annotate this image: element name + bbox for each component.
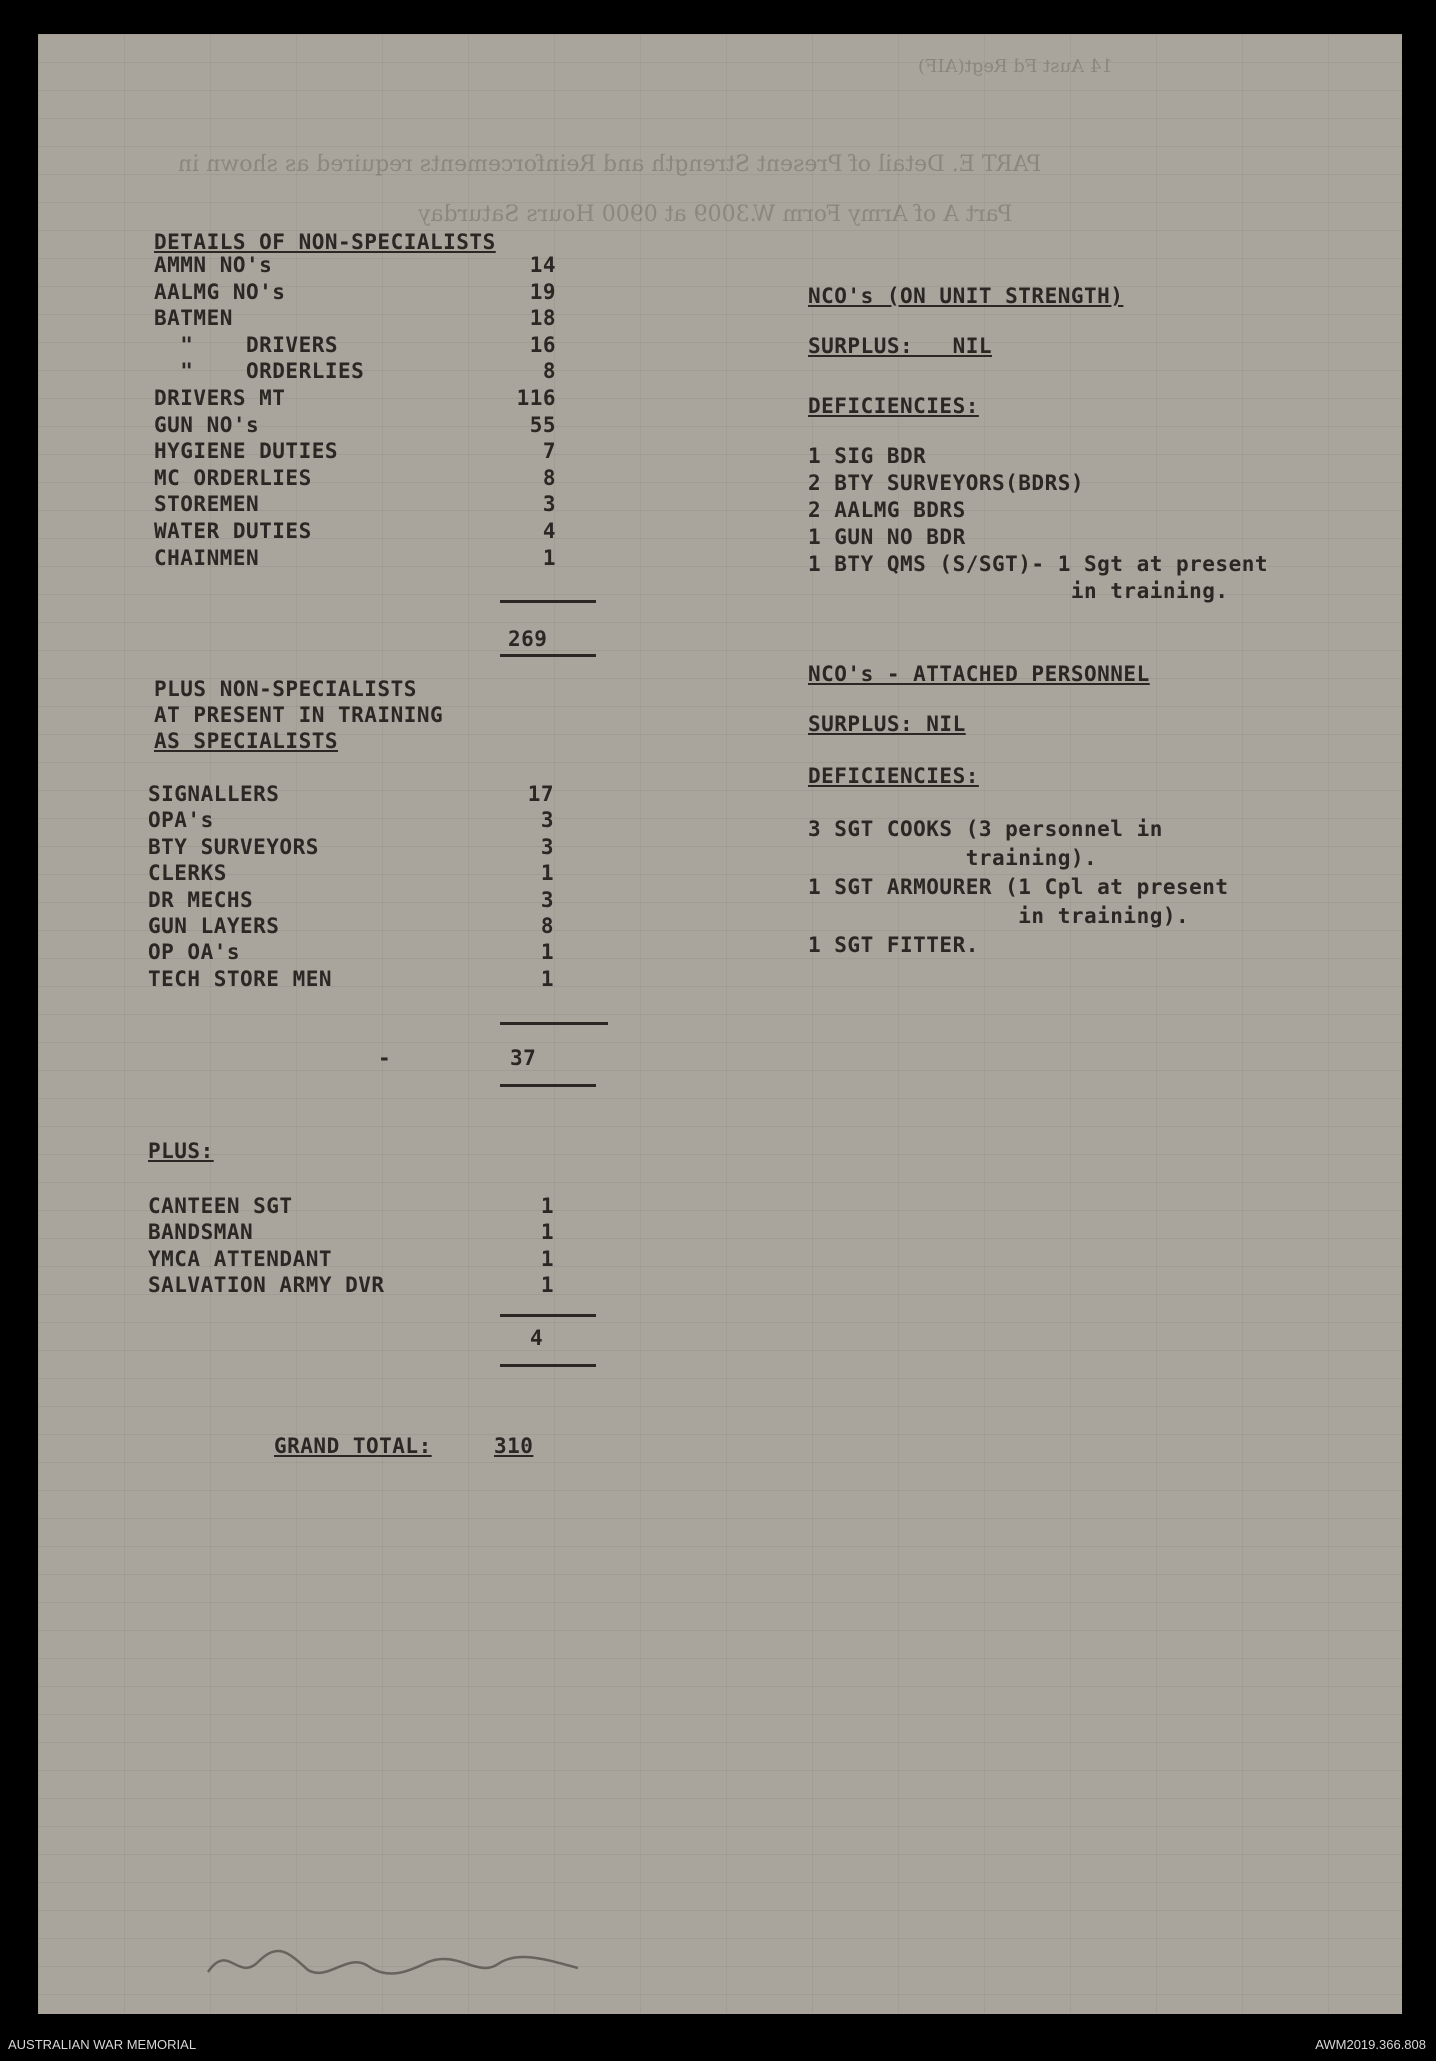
non-specialist-row-label: HYGIENE DUTIES <box>154 439 339 464</box>
document-sheet <box>38 34 1402 2014</box>
deficiency-item: 2 AALMG BDRS <box>808 498 966 522</box>
grand-total-label: GRAND TOTAL: <box>274 1434 432 1458</box>
surplus-unit: SURPLUS: NIL <box>808 334 993 358</box>
non-specialist-row-value: 8 <box>542 359 556 384</box>
specialist-row-value: 1 <box>540 966 554 991</box>
non-specialist-row-value: 19 <box>529 279 556 304</box>
deficiency-item: 1 SGT ARMOURER (1 Cpl at present <box>808 875 1229 899</box>
specialist-row-value: 1 <box>540 861 554 886</box>
subtotal-rule-2b <box>500 1084 596 1087</box>
specialist-row-value: 8 <box>540 914 554 938</box>
non-specialist-row-label: STOREMEN <box>154 492 260 517</box>
deficiency-item: in training). <box>808 904 1190 928</box>
non-specialist-row-label: MC ORDERLIES <box>154 465 312 490</box>
plus-row-label: CANTEEN SGT <box>148 1194 293 1218</box>
non-specialist-row-value: 18 <box>529 306 556 331</box>
subtotal-rule-3b <box>500 1364 596 1367</box>
specialist-row-label: TECH STORE MEN <box>148 966 333 991</box>
specialist-row-label: DR MECHS <box>148 887 254 912</box>
ghost-part-heading-2: Part A of Army Form W.3009 at 0900 Hours Saturday <box>418 202 1013 227</box>
deficiency-item: 3 SGT COOKS (3 personnel in <box>808 817 1163 841</box>
grand-total-value: 310 <box>494 1434 534 1458</box>
plus-row-label: BANDSMAN <box>148 1220 254 1245</box>
deficiencies-attached-heading: DEFICIENCIES: <box>808 764 979 788</box>
footer-left: AUSTRALIAN WAR MEMORIAL <box>8 2037 197 2052</box>
subtotal-plus: 4 <box>530 1326 544 1350</box>
plus-label: PLUS: <box>148 1139 214 1163</box>
non-specialist-row-value: 16 <box>529 332 556 357</box>
deficiency-item: 1 GUN NO BDR <box>808 525 966 549</box>
deficiency-item: in training. <box>808 579 1229 603</box>
deficiency-item: 1 SIG BDR <box>808 444 927 468</box>
specialist-row-label: OP OA's <box>148 940 241 965</box>
plus-row-value: 1 <box>540 1194 554 1218</box>
plus-row-label: SALVATION ARMY DVR <box>148 1273 385 1298</box>
subtotal-rule-1 <box>500 600 596 603</box>
plus-row-value: 1 <box>540 1273 554 1298</box>
footer-right: AWM2019.366.808 <box>1315 2037 1426 2052</box>
non-specialist-row-value: 14 <box>529 253 556 277</box>
non-specialist-row-value: 8 <box>542 465 556 490</box>
non-specialists-heading: DETAILS OF NON-SPECIALISTS <box>154 230 496 254</box>
plus-heading-line-2: AT PRESENT IN TRAINING <box>154 703 444 727</box>
non-specialist-row-label: DRIVERS MT <box>154 386 286 410</box>
specialist-row-label: BTY SURVEYORS <box>148 834 319 859</box>
plus-row-value: 1 <box>540 1246 554 1271</box>
plus-row-label: YMCA ATTENDANT <box>148 1246 333 1271</box>
nco-attached-heading: NCO's - ATTACHED PERSONNEL <box>808 662 1150 686</box>
non-specialist-row-label: " ORDERLIES <box>154 359 365 384</box>
deficiency-item: 1 SGT FITTER. <box>808 933 979 957</box>
non-specialist-row-value: 7 <box>542 439 556 464</box>
non-specialist-row-label: WATER DUTIES <box>154 519 312 543</box>
specialist-row-value: 3 <box>540 808 554 833</box>
subtotal-non-specialists: 269 <box>508 627 548 651</box>
subtotal-rule-3 <box>500 1314 596 1317</box>
specialist-row-label: OPA's <box>148 808 214 833</box>
subtotal-dash: - <box>378 1046 392 1070</box>
non-specialist-row-label: AMMN NO's <box>154 253 273 277</box>
specialist-row-label: SIGNALLERS <box>148 782 280 806</box>
non-specialist-row-label: AALMG NO's <box>154 279 286 304</box>
deficiency-item: 2 BTY SURVEYORS(BDRS) <box>808 471 1085 495</box>
non-specialist-row-value: 55 <box>529 412 556 437</box>
deficiency-item: training). <box>808 846 1098 870</box>
ghost-unit-heading: 14 Aust Fd Regt(AIF) <box>918 56 1113 77</box>
ghost-part-heading: PART E. Detail of Present Strength and Reinforcements required as shown in <box>178 152 1042 177</box>
non-specialist-row-label: CHAINMEN <box>154 545 260 570</box>
nco-unit-heading: NCO's (ON UNIT STRENGTH) <box>808 284 1124 308</box>
plus-heading-line-3: AS SPECIALISTS <box>154 729 339 753</box>
plus-heading-line-1: PLUS NON-SPECIALISTS <box>154 677 417 701</box>
non-specialist-row-label: " DRIVERS <box>154 332 339 357</box>
specialist-row-value: 3 <box>540 834 554 859</box>
specialist-row-value: 3 <box>540 887 554 912</box>
subtotal-rule-2 <box>500 1022 608 1025</box>
non-specialist-row-value: 1 <box>542 545 556 570</box>
deficiencies-unit-heading: DEFICIENCIES: <box>808 394 979 418</box>
non-specialist-row-label: GUN NO's <box>154 412 260 437</box>
specialist-row-label: CLERKS <box>148 861 227 886</box>
non-specialist-row-value: 116 <box>516 386 556 410</box>
non-specialist-row-label: BATMEN <box>154 306 233 331</box>
subtotal-specialists: 37 <box>510 1046 537 1070</box>
non-specialist-row-value: 3 <box>542 492 556 517</box>
surplus-attached: SURPLUS: NIL <box>808 712 966 736</box>
signature-image <box>198 1932 618 1992</box>
specialist-row-label: GUN LAYERS <box>148 914 280 938</box>
subtotal-rule-1b <box>500 654 596 657</box>
specialist-row-value: 17 <box>527 782 554 806</box>
specialist-row-value: 1 <box>540 940 554 965</box>
non-specialist-row-value: 4 <box>542 519 556 543</box>
plus-row-value: 1 <box>540 1220 554 1245</box>
deficiency-item: 1 BTY QMS (S/SGT)- 1 Sgt at present <box>808 552 1269 576</box>
